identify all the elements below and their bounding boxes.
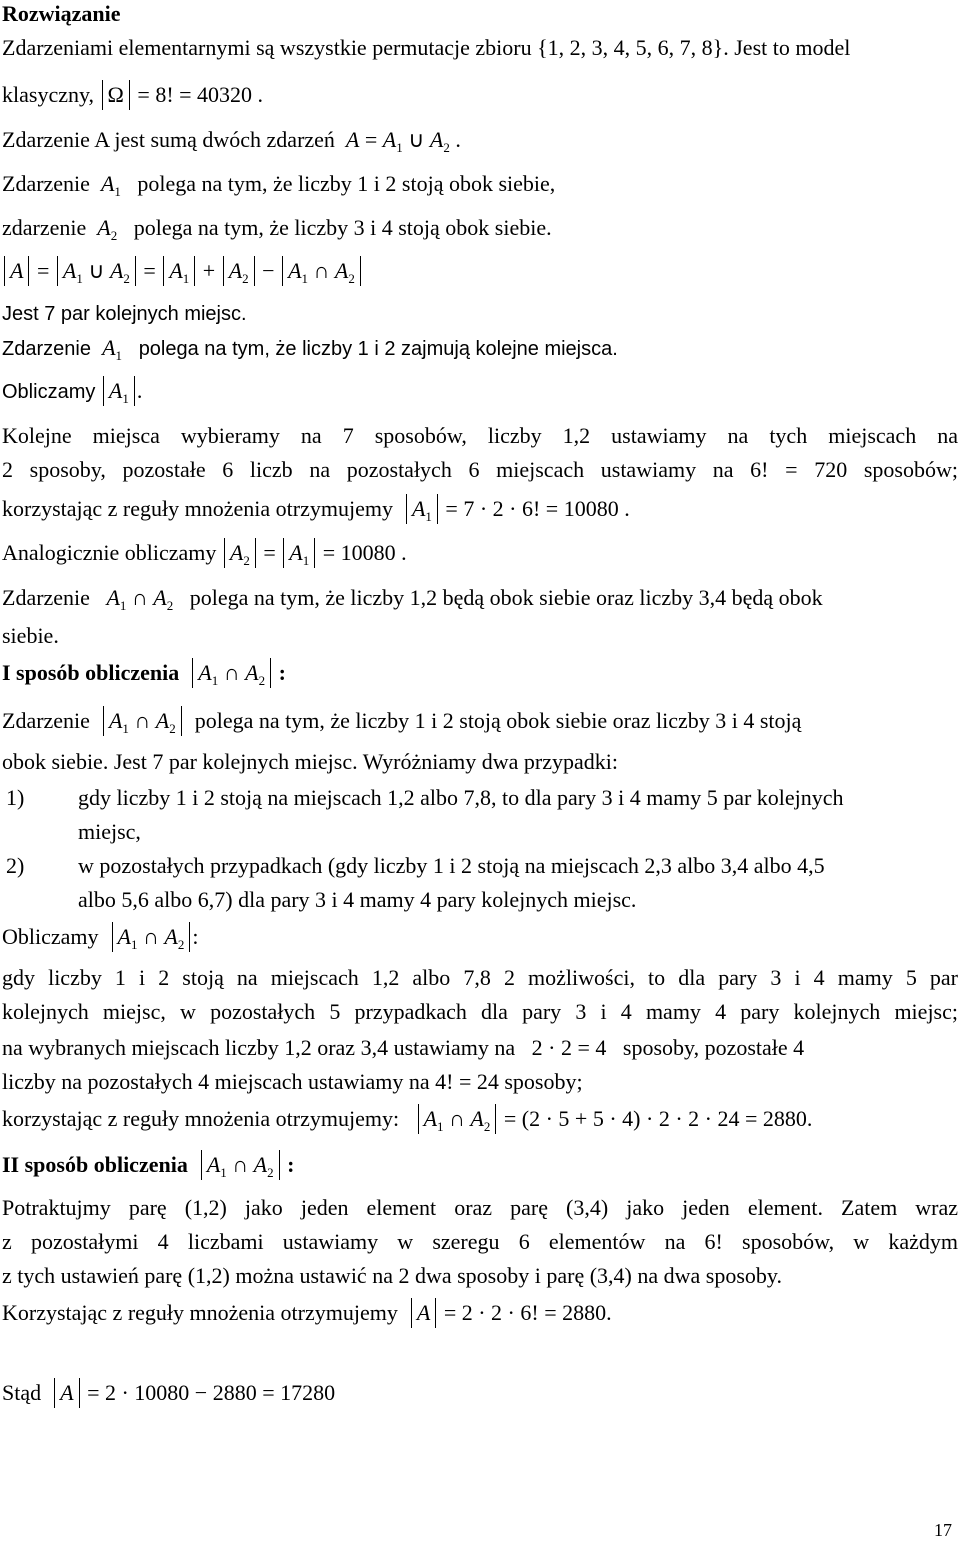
math-abs: $A_1$ <box>406 494 438 524</box>
text-line: gdy liczby 1 i 2 stoją na miejscach 1,2 albo 7,8 2 możliwości, to dla pary 3 i 4 mamy 5 par <box>2 965 958 990</box>
text-line <box>2 34 958 62</box>
text-segment: polega na tym, że liczby 3 i 4 stoją obok siebie. <box>133 215 552 240</box>
text-line: Potraktujmy parę (1,2) jako jeden element oraz parę (3,4) jako jeden element. Zatem wraz <box>2 1195 958 1220</box>
text-line: liczby na pozostałych 4 miejscach ustawiamy na 4! = 24 sposoby; <box>2 1069 583 1094</box>
text-line: Obliczamy $A_1$ . <box>2 378 143 406</box>
text-segment: Zdarzenie <box>2 708 90 733</box>
text-line: siebie. <box>2 623 59 648</box>
text-line: Kolejne miejsca wybieramy na 7 sposobów, liczby 1,2 ustawiamy na tych miejscach na <box>2 423 958 448</box>
text-segment: Zdarzeniami elementarnymi są wszystkie permutacje zbioru <box>2 35 532 60</box>
text-line: Korzystając z reguły mnożenia otrzymujemy A = 2 · 2 · 6! = 2880. <box>2 1298 958 1328</box>
text-line: obok siebie. Jest 7 par kolejnych miejsc. Wyróżniamy dwa przypadki: <box>2 749 618 774</box>
text-segment: klasyczny, <box>2 82 95 107</box>
math-expression: = 2 · 2 · 6! = 2880. <box>443 1300 612 1325</box>
solution-heading: Rozwiązanie <box>2 1 121 26</box>
math-symbol: $A_2$ <box>97 215 118 243</box>
text-segment: . Jest to model <box>723 35 851 60</box>
text-line: Obliczamy $A_1$ ∩ $A_2$ : <box>2 924 199 952</box>
math-expression: = (2 · 5 + 5 · 4) · 2 · 2 · 24 = 2880. <box>503 1106 813 1131</box>
text-line <box>2 80 958 110</box>
math-abs: $A_1$ <box>103 376 135 406</box>
text-line: Stąd A = 2 · 10080 − 2880 = 17280 <box>2 1378 958 1408</box>
text-segment: polega na tym, że liczby 1 i 2 stoją obok siebie oraz liczby 3 i 4 stoją <box>194 708 802 733</box>
text-line: kolejnych miejsc, w pozostałych 5 przypadkach dla pary 3 i 4 mamy 4 pary kolejnych miejsc; <box>2 999 958 1024</box>
text-segment: Zdarzenie <box>2 171 90 196</box>
math-symbol: $A_1$ ∩ $A_2$ <box>106 585 174 613</box>
text-segment: Obliczamy <box>2 924 99 949</box>
text-line: Zdarzenie $A_1$ ∩ $A_2$ polega na tym, że liczby 1 i 2 stoją obok siebie oraz liczby 3 i 4 stoją <box>2 708 802 736</box>
text-segment: polega na tym, że liczby 1,2 będą obok siebie oraz liczby 3,4 będą obok <box>189 585 823 610</box>
text-segment: korzystając z reguły mnożenia otrzymujemy <box>2 496 393 521</box>
text-segment: Zdarzenie <box>2 585 90 610</box>
text-segment: polega na tym, że liczby 1 i 2 zajmują kolejne miejsca. <box>138 338 618 360</box>
text-line <box>2 214 958 242</box>
text-line <box>2 584 958 612</box>
math-expression: = 7 · 2 · 6! = 10080 . <box>445 496 630 521</box>
math-expression: 2 · 2 = 4 <box>531 1035 607 1060</box>
math-expression: = 2 · 10080 − 2880 = 17280 <box>87 1380 336 1405</box>
math-symbol: $A_1$ <box>102 335 123 363</box>
text-line: 2 sposoby, pozostałe 6 liczb na pozostałych 6 miejscach ustawiamy na 6! = 720 sposobów; <box>2 457 958 482</box>
method-heading: II sposób obliczenia $A_1$ ∩ $A_2$ : <box>2 1152 295 1180</box>
text-segment: Analogicznie obliczamy <box>2 540 217 565</box>
math-expression: = 10080 . <box>322 540 407 565</box>
text-segment: zdarzenie <box>2 215 87 240</box>
text-segment: polega na tym, że liczby 1 i 2 stoją obok siebie, <box>137 171 556 196</box>
math-expression: = 8! = 40320 . <box>137 82 264 107</box>
formula-line: $A = A_1$ ∪ $A_2 = A_1 + A_2 - A_1$ ∩ $A_2$ <box>2 256 958 286</box>
text-line <box>2 126 958 154</box>
text-line: z tych ustawień parę (1,2) można ustawić na 2 dwa sposoby i parę (3,4) na dwa sposoby. <box>2 1263 782 1288</box>
omega-abs: Ω <box>102 80 130 110</box>
text-line: na wybranych miejscach liczby 1,2 oraz 3,4 ustawiamy na 2 · 2 = 4 sposoby, pozostałe 4 <box>2 1035 805 1060</box>
text-segment: Zdarzenie <box>2 338 91 360</box>
method-heading: I sposób obliczenia $A_1$ ∩ $A_2$ : <box>2 660 286 688</box>
text-line <box>2 334 958 363</box>
text-line: z pozostałymi 4 liczbami ustawiamy w szeregu 6 elementów na 6! sposobów, w każdym <box>2 1229 958 1254</box>
text-line: korzystając z reguły mnożenia otrzymujemy: $A_1$ ∩ $A_2 = (2 \cdot 5 + 5 \cdot 4) \cdot 2 \cdot 2 \cdot 24 = 2880$. <box>2 1106 813 1134</box>
math-symbol: $A_1$ <box>100 171 121 199</box>
page-number: 17 <box>934 1520 952 1540</box>
set-expression: {1, 2, 3, 4, 5, 6, 7, 8} <box>537 35 724 60</box>
text-line: Jest 7 par kolejnych miejsc. <box>2 303 247 325</box>
text-line: Analogicznie obliczamy $A_2 = A_1 = 10080$ . <box>2 540 407 568</box>
text-line <box>2 170 958 198</box>
math-expression: $A = A_1$ ∪ $A_2$ . <box>345 127 461 155</box>
text-line <box>2 494 958 524</box>
text-segment: Zdarzenie A jest sumą dwóch zdarzeń <box>2 127 335 152</box>
text-segment: Obliczamy <box>2 381 96 403</box>
